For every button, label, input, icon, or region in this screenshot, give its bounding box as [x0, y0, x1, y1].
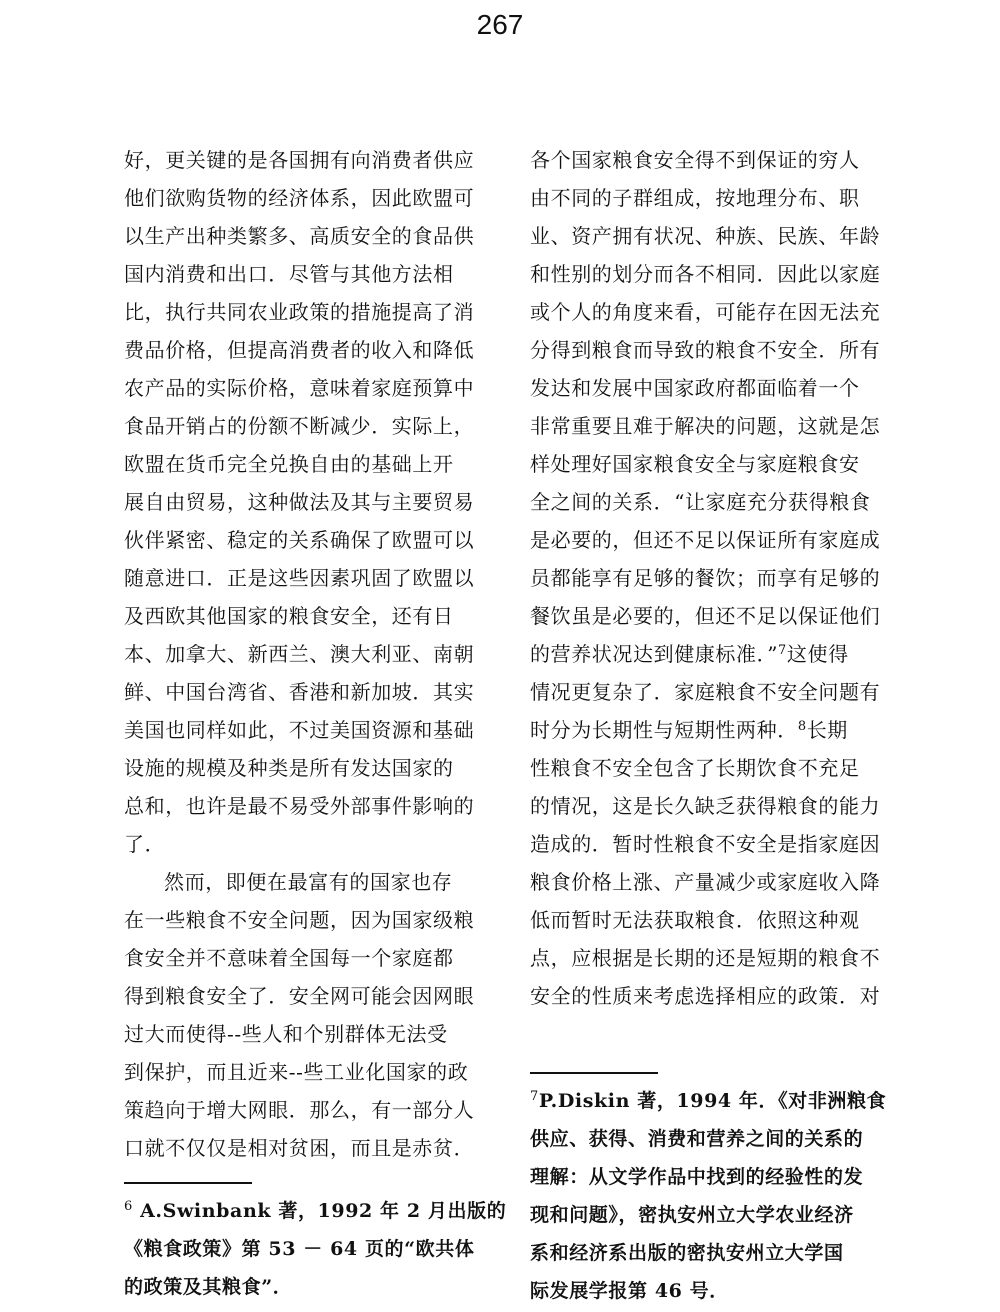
- text-line: 低而暂时无法获取粮食．依照这种观: [530, 908, 860, 932]
- text-line: 总和，也许是最不易受外部事件影响的: [124, 794, 475, 818]
- text-line: 是必要的，但还不足以保证所有家庭成: [530, 528, 881, 552]
- text-line: 样处理好国家粮食安全与家庭粮食安: [530, 452, 860, 476]
- text-line: 情况更复杂了．家庭粮食不安全问题有: [530, 680, 881, 704]
- text-line: 伙伴紧密、稳定的关系确保了欧盟可以: [124, 528, 475, 552]
- footnote-line: 的政策及其粮食”．: [124, 1276, 293, 1298]
- text-line: 口就不仅仅是相对贫困，而且是赤贫．: [124, 1136, 475, 1160]
- text-line: 在一些粮食不安全问题，因为国家级粮: [124, 908, 475, 932]
- text-line: 随意进口．正是这些因素巩固了欧盟以: [124, 566, 475, 590]
- text-line: 全之间的关系．“让家庭充分获得粮食: [530, 490, 871, 514]
- left-column: [124, 141, 484, 1167]
- footnote-line: 《粮食政策》第 53 － 64 页的“欧共体: [124, 1238, 475, 1260]
- text-line: 农产品的实际价格，意味着家庭预算中: [124, 376, 475, 400]
- footnote-divider: [530, 1072, 658, 1074]
- text-segment: 时分为长期性与短期性两种．: [530, 718, 798, 742]
- text-line: 非常重要且难于解决的问题，这就是怎: [530, 414, 881, 438]
- text-line: 以生产出种类繁多、高质安全的食品供: [124, 224, 475, 248]
- text-line: 食安全并不意味着全国每一个家庭都: [124, 946, 454, 970]
- text-line: 费品价格，但提高消费者的收入和降低: [124, 338, 475, 362]
- text-line: 发达和发展中国家政府都面临着一个: [530, 376, 860, 400]
- text-line: 餐饮虽是必要的，但还不足以保证他们: [530, 604, 881, 628]
- text-line: 业、资产拥有状况、种族、民族、年龄: [530, 224, 881, 248]
- text-line: 和性别的划分而各不相同．因此以家庭: [530, 262, 881, 286]
- text-line: 及西欧其他国家的粮食安全，还有日: [124, 604, 454, 628]
- paragraph-start-line: 然而，即便在最富有的国家也存: [164, 870, 453, 894]
- footnote-line: 现和问题》，密执安州立大学农业经济: [530, 1204, 854, 1226]
- text-line: 了．: [124, 832, 166, 856]
- text-segment: A.Swinbank 著，1992 年 2 月出版的: [140, 1200, 507, 1222]
- text-line: 国内消费和出口．尽管与其他方法相: [124, 262, 454, 286]
- text-segment: P.Diskin 著，1994 年．《对非洲粮食: [538, 1090, 887, 1112]
- text-line-with-footnote-ref: [530, 635, 890, 673]
- footnote-divider: [124, 1182, 252, 1184]
- text-line: 比，执行共同农业政策的措施提高了消: [124, 300, 475, 324]
- text-line: 点，应根据是长期的还是短期的粮食不: [530, 946, 881, 970]
- footnote-marker: 7: [530, 1089, 539, 1104]
- text-line: 他们欲购货物的经济体系，因此欧盟可: [124, 186, 475, 210]
- text-line: 过大而使得--些人和个别群体无法受: [124, 1022, 448, 1046]
- text-line: 好，更关键的是各国拥有向消费者供应: [124, 148, 475, 172]
- footnote-line: 系和经济系出版的密执安州立大学国: [530, 1242, 844, 1264]
- text-line: 到保护，而且近来--些工业化国家的政: [124, 1060, 469, 1084]
- footnote-marker: 6: [124, 1199, 133, 1214]
- text-line: 各个国家粮食安全得不到保证的穷人: [530, 148, 860, 172]
- text-segment: 的营养状况达到健康标准．”: [530, 642, 779, 666]
- text-line: 性粮食不安全包含了长期饮食不充足: [530, 756, 860, 780]
- text-line: 欧盟在货币完全兑换自由的基础上开: [124, 452, 454, 476]
- text-line: 食品开销占的份额不断减少．实际上，: [124, 414, 475, 438]
- text-line: 安全的性质来考虑选择相应的政策．对: [530, 984, 881, 1008]
- text-line: 得到粮食安全了．安全网可能会因网眼: [124, 984, 475, 1008]
- right-column: [530, 141, 890, 1015]
- text-line: 由不同的子群组成，按地理分布、职: [530, 186, 860, 210]
- text-segment: 这使得: [786, 642, 849, 666]
- text-line: 展自由贸易，这种做法及其与主要贸易: [124, 490, 475, 514]
- footnote-ref-8: 8: [797, 719, 807, 734]
- footnote-6: [124, 1192, 507, 1306]
- text-line: 分得到粮食而导致的粮食不安全．所有: [530, 338, 881, 362]
- footnote-7: [530, 1082, 910, 1310]
- footnote-line: [124, 1192, 507, 1230]
- text-line: 策趋向于增大网眼．那么，有一部分人: [124, 1098, 475, 1122]
- text-line: 美国也同样如此，不过美国资源和基础: [124, 718, 475, 742]
- footnote-line: 理解：从文学作品中找到的经验性的发: [530, 1166, 864, 1188]
- footnote-ref-7: 7: [778, 643, 787, 658]
- text-line: 本、加拿大、新西兰、澳大利亚、南朝: [124, 642, 475, 666]
- text-line: 鲜、中国台湾省、香港和新加坡．其实: [124, 680, 475, 704]
- text-line: 造成的．暂时性粮食不安全是指家庭因: [530, 832, 881, 856]
- page-number: 267: [476, 9, 524, 40]
- text-segment: 长期: [806, 718, 848, 742]
- text-line: 设施的规模及种类是所有发达国家的: [124, 756, 454, 780]
- text-line-with-footnote-ref: [530, 711, 890, 749]
- text-line: 员都能享有足够的餐饮；而享有足够的: [530, 566, 881, 590]
- footnote-line: 际发展学报第 46 号．: [530, 1280, 729, 1302]
- text-line: 粮食价格上涨、产量减少或家庭收入降: [530, 870, 881, 894]
- text-line: 或个人的角度来看，可能存在因无法充: [530, 300, 881, 324]
- footnote-line: 供应、获得、消费和营养之间的关系的: [530, 1128, 864, 1150]
- text-line: 的情况，这是长久缺乏获得粮食的能力: [530, 794, 881, 818]
- footnote-line: [530, 1082, 910, 1120]
